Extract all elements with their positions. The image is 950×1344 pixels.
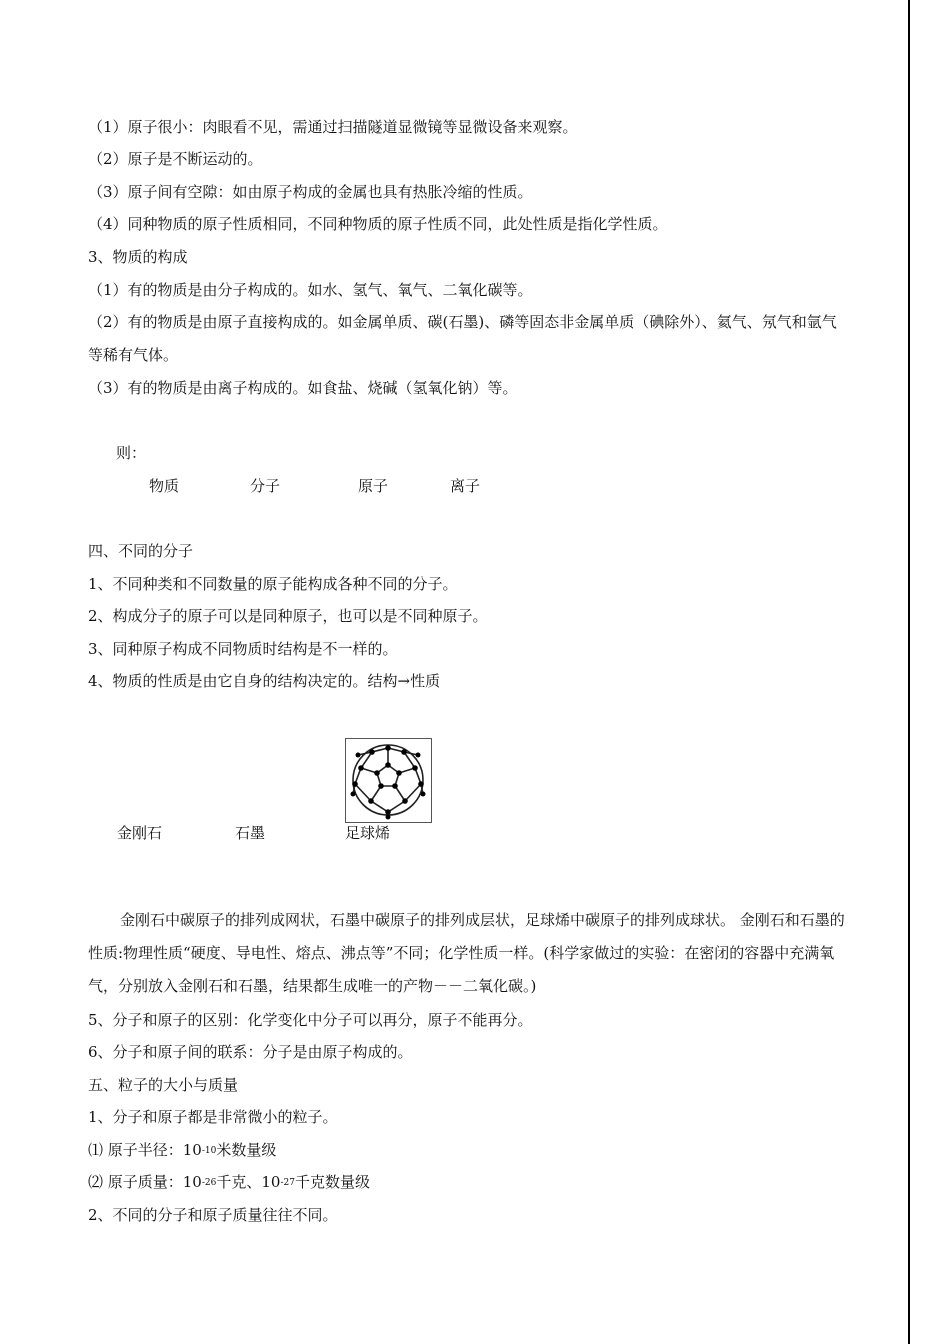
composition-item-2: （2）有的物质是由原子直接构成的。如金属单质、碳(石墨)、磷等固态非金属单质（碘除外）、氦气、氖气和氩气等稀有气体。 [88, 313, 837, 364]
molecule-item-1: 1、不同种类和不同数量的原子能构成各种不同的分子。 [88, 575, 458, 593]
label-diamond: 金刚石 [117, 824, 163, 842]
fullerene-ball-icon [346, 739, 431, 822]
atom-radius: ⑴ 原子半径：10-10米数量级 [88, 1141, 277, 1159]
molecule-item-2: 2、构成分子的原子可以是同种原子，也可以是不同种原子。 [88, 607, 488, 625]
section-5-title: 五、粒子的大小与质量 [88, 1076, 239, 1094]
atom-property-4: （4）同种物质的原子性质相同，不同种物质的原子性质不同，此处性质是指化学性质。 [88, 215, 668, 233]
page-right-border [908, 0, 910, 1344]
size-item-2: 2、不同的分子和原子质量往往不同。 [88, 1206, 338, 1224]
label-fullerene: 足球烯 [345, 824, 391, 842]
size-item-1: 1、分子和原子都是非常微小的粒子。 [88, 1108, 338, 1126]
fullerene-image [345, 738, 432, 823]
term-ion: 离子 [450, 477, 481, 495]
term-molecule: 分子 [250, 477, 281, 495]
carbon-structure-paragraph: 金刚石中碳原子的排列成网状，石墨中碳原子的排列成层状，足球烯中碳原子的排列成球状。 金刚石和石墨的性质:物理性质“硬度、导电性、熔点、沸点等”不同；化学性质一样。(科学家做过的实验：在密闭的容器中充满氧气，分别放入金刚石和石墨，结果都生成唯一的产物－－二氧化碳。) [88, 911, 845, 995]
atom-property-2: （2）原子是不断运动的。 [88, 150, 263, 168]
atom-property-3: （3）原子间有空隙：如由原子构成的金属也具有热胀冷缩的性质。 [88, 183, 533, 201]
composition-item-1: （1）有的物质是由分子构成的。如水、氢气、氧气、二氧化碳等。 [88, 281, 533, 299]
term-substance: 物质 [149, 477, 180, 495]
label-graphite: 石墨 [235, 824, 266, 842]
molecule-item-4: 4、物质的性质是由它自身的结构决定的。结构→性质 [88, 672, 441, 690]
molecule-item-6: 6、分子和原子间的联系：分子是由原子构成的。 [88, 1043, 413, 1061]
composition-item-3: （3）有的物质是由离子构成的。如食盐、烧碱（氢氧化钠）等。 [88, 379, 518, 397]
molecule-item-5: 5、分子和原子的区别：化学变化中分子可以再分，原子不能再分。 [88, 1011, 533, 1029]
section-3-title: 3、物质的构成 [88, 248, 188, 266]
molecule-item-3: 3、同种原子构成不同物质时结构是不一样的。 [88, 640, 398, 658]
atom-mass: ⑵ 原子质量：10-26千克、10-27千克数量级 [88, 1173, 370, 1191]
atom-property-1: （1）原子很小：肉眼看不见，需通过扫描隧道显微镜等显微设备来观察。 [88, 118, 578, 136]
section-4-title: 四、不同的分子 [88, 542, 194, 560]
relation-lead: 则： [116, 444, 147, 462]
term-atom: 原子 [358, 477, 389, 495]
